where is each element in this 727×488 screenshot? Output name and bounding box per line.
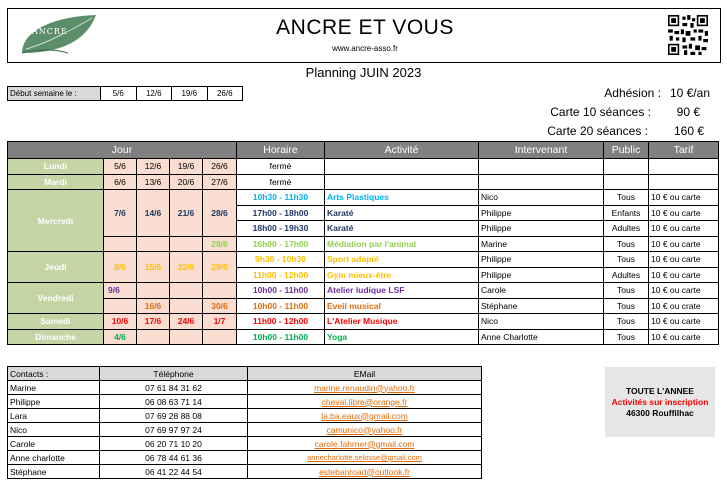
table-header-row [8, 142, 719, 159]
activite-cell: Médiation par l'animal [325, 236, 479, 252]
contact-row [8, 395, 482, 409]
date-cell: 1/7 [203, 314, 237, 330]
week-start-date: 12/6 [137, 87, 173, 100]
contact-email-link[interactable]: la.ba.eaux@gmail.com [248, 409, 482, 423]
info-line-address: 46300 Rouffilhac [626, 408, 694, 418]
contact-email-link[interactable]: annecharlotte.selosse@gmail.com [248, 451, 482, 465]
contact-row [8, 437, 482, 451]
tarif-label-carte-10: Carte 10 séances : [550, 105, 651, 119]
public-cell: Tous [604, 314, 649, 330]
horaire-cell: 11h00 - 12h00 [237, 267, 325, 283]
intervenant-cell: Anne Charlotte [479, 329, 604, 345]
tarif-cell: 10 € ou carte [649, 314, 719, 330]
intervenant-cell: Philippe [479, 252, 604, 268]
public-cell: Tous [604, 190, 649, 206]
public-cell: Tous [604, 298, 649, 314]
day-lundi: Lundi [8, 159, 104, 175]
public-cell: Tous [604, 252, 649, 268]
intervenant-cell: Philippe [479, 267, 604, 283]
logo-text: ANCRE [32, 27, 68, 36]
tarif-cell: 10 € ou carte [649, 283, 719, 299]
contact-email-link[interactable]: cheval.libre@orange.fr [248, 395, 482, 409]
tarif-cell [649, 159, 719, 175]
contact-row [8, 423, 482, 437]
horaire-cell: 9h30 - 10h30 [237, 252, 325, 268]
date-cell: 9/6 [104, 283, 137, 299]
date-cell-empty [203, 329, 237, 345]
tarif-cell: 10 € ou carte [649, 190, 719, 206]
planning-title: Planning JUIN 2023 [305, 65, 422, 80]
contact-tel: 07 61 84 31 62 [100, 381, 248, 395]
contact-row [8, 451, 482, 465]
activite-cell: Atelier ludique LSF [325, 283, 479, 299]
tarif-value-adhesion: 10 €/an [669, 86, 710, 100]
horaire-cell: 18h00 - 19h30 [237, 221, 325, 237]
date-cell: 14/6 [137, 190, 170, 237]
tarif-cell: 10 € ou carte [649, 236, 719, 252]
date-cell-empty [203, 283, 237, 299]
date-cell-empty [137, 236, 170, 252]
day-vendredi: Vendredi [8, 283, 104, 314]
activite-cell: L'Atelier Musique [325, 314, 479, 330]
activite-cell [325, 174, 479, 190]
date-cell: 15/6 [137, 252, 170, 283]
week-start-label: Début semaine le : [8, 87, 101, 100]
date-cell: 19/6 [170, 159, 203, 175]
table-row [8, 190, 719, 206]
contact-row [8, 381, 482, 395]
contact-name: Nico [8, 423, 100, 437]
contact-email-link[interactable]: estebanroad@outlook.fr [248, 465, 482, 479]
day-samedi: Samedi [8, 314, 104, 330]
date-cell: 16/6 [137, 298, 170, 314]
day-mardi: Mardi [8, 174, 104, 190]
tarif-cell: 10 € ou crate [649, 298, 719, 314]
activite-cell: Karaté [325, 205, 479, 221]
tarif-label-carte-20: Carte 20 séances : [547, 124, 648, 138]
table-row [8, 252, 719, 268]
intervenant-cell: Marine [479, 236, 604, 252]
date-cell: 13/6 [137, 174, 170, 190]
date-cell: 5/6 [104, 159, 137, 175]
date-cell-empty [170, 236, 203, 252]
table-row [8, 298, 719, 314]
tarif-cell: 10 € ou carte [649, 205, 719, 221]
tarif-cell [649, 174, 719, 190]
contact-name: Lara [8, 409, 100, 423]
public-cell: Tous [604, 283, 649, 299]
horaire-cell: 10h00 - 11h00 [237, 283, 325, 299]
tarif-cell: 10 € ou carte [649, 252, 719, 268]
date-cell-empty [137, 329, 170, 345]
date-cell: 6/6 [104, 174, 137, 190]
planning-table [7, 141, 719, 345]
intervenant-cell: Stéphane [479, 298, 604, 314]
contact-tel: 06 08 63 71 14 [100, 395, 248, 409]
date-cell: 28/6 [203, 236, 237, 252]
contact-email-link[interactable]: camunico@yahoo.fr [248, 423, 482, 437]
horaire-cell: 10h00 - 11h00 [237, 298, 325, 314]
contact-email-link[interactable]: carole.fahrner@gmail.com [248, 437, 482, 451]
date-cell: 26/6 [203, 159, 237, 175]
contact-tel: 06 78 44 61 36 [100, 451, 248, 465]
site-title: ANCRE ET VOUS [276, 16, 454, 39]
header-jour: Jour [8, 142, 237, 159]
contact-name: Anne charlotte [8, 451, 100, 465]
intervenant-cell: Carole [479, 283, 604, 299]
date-cell-empty [104, 298, 137, 314]
public-cell: Enfants [604, 205, 649, 221]
date-cell-empty [137, 283, 170, 299]
week-start-date: 19/6 [172, 87, 208, 100]
date-cell: 20/6 [170, 174, 203, 190]
site-url[interactable]: www.ancre-asso.fr [332, 44, 398, 53]
horaire-cell: fermé [237, 174, 325, 190]
contact-email-link[interactable]: marine.renaudin@yahoo.fr [248, 381, 482, 395]
horaire-cell: 17h00 - 18h00 [237, 205, 325, 221]
table-row [8, 159, 719, 175]
week-start-box [7, 86, 243, 101]
info-line-inscription: Activités sur inscription [611, 397, 709, 407]
date-cell: 17/6 [137, 314, 170, 330]
horaire-cell: 11h00 - 12h00 [237, 314, 325, 330]
header-intervenant: Intervenant [479, 142, 604, 159]
activite-cell: Karaté [325, 221, 479, 237]
contact-tel: 06 20 71 10 20 [100, 437, 248, 451]
date-cell: 12/6 [137, 159, 170, 175]
header-horaire: Horaire [237, 142, 325, 159]
day-mercredi: Mercredi [8, 190, 104, 252]
table-row [8, 174, 719, 190]
contacts-header-name: Contacts : [8, 367, 100, 381]
date-cell: 7/6 [104, 190, 137, 237]
table-row [8, 314, 719, 330]
header-activite: Activité [325, 142, 479, 159]
intervenant-cell: Nico [479, 314, 604, 330]
date-cell-empty [170, 298, 203, 314]
public-cell: Tous [604, 329, 649, 345]
header-public: Public [604, 142, 649, 159]
date-cell: 27/6 [203, 174, 237, 190]
activite-cell [325, 159, 479, 175]
activite-cell: Sport adapté [325, 252, 479, 268]
date-cell: 28/6 [203, 190, 237, 237]
intervenant-cell: Nico [479, 190, 604, 206]
public-cell: Adultes [604, 267, 649, 283]
date-cell-empty [104, 236, 137, 252]
qr-code-icon [668, 15, 708, 55]
horaire-cell: 16h00 - 17h00 [237, 236, 325, 252]
contacts-table [7, 366, 482, 479]
contacts-header-email: EMail [248, 367, 482, 381]
horaire-cell: 10h00 - 11h00 [237, 329, 325, 345]
contact-name: Stéphane [8, 465, 100, 479]
page-header [7, 8, 721, 63]
activite-cell: Arts Plastiques [325, 190, 479, 206]
tarif-value-carte-20: 160 € [673, 124, 704, 138]
date-cell-empty [170, 329, 203, 345]
date-cell: 22/6 [170, 252, 203, 283]
info-box [605, 367, 715, 437]
table-row [8, 236, 719, 252]
horaire-cell: fermé [237, 159, 325, 175]
date-cell: 24/6 [170, 314, 203, 330]
contact-name: Marine [8, 381, 100, 395]
horaire-cell: 10h30 - 11h30 [237, 190, 325, 206]
intervenant-cell: Philippe [479, 205, 604, 221]
contact-tel: 07 69 28 88 08 [100, 409, 248, 423]
tarif-value-carte-10: 90 € [676, 105, 700, 119]
tarif-cell: 10 € ou carte [649, 329, 719, 345]
date-cell: 29/6 [203, 252, 237, 283]
contacts-header-row [8, 367, 482, 381]
week-start-date: 5/6 [101, 87, 137, 100]
contacts-header-tel: Téléphone [100, 367, 248, 381]
day-jeudi: Jeudi [8, 252, 104, 283]
contact-row [8, 465, 482, 479]
intervenant-cell [479, 159, 604, 175]
public-cell [604, 174, 649, 190]
activite-cell: Gym mieux-être [325, 267, 479, 283]
date-cell: 8/6 [104, 252, 137, 283]
public-cell: Adultes [604, 221, 649, 237]
intervenant-cell: Philippe [479, 221, 604, 237]
activite-cell: Eveil musical [325, 298, 479, 314]
date-cell: 4/6 [104, 329, 137, 345]
tarif-label-adhesion: Adhésion : [604, 86, 661, 100]
table-row [8, 329, 719, 345]
tarif-cell: 10 € ou carte [649, 267, 719, 283]
activite-cell: Yoga [325, 329, 479, 345]
day-dimanche: Dimanche [8, 329, 104, 345]
contact-row [8, 409, 482, 423]
intervenant-cell [479, 174, 604, 190]
date-cell: 21/6 [170, 190, 203, 237]
date-cell: 30/6 [203, 298, 237, 314]
tarif-cell: 10 € ou carte [649, 221, 719, 237]
public-cell: Tous [604, 236, 649, 252]
week-start-date: 26/6 [216, 89, 233, 98]
public-cell [604, 159, 649, 175]
table-row [8, 283, 719, 299]
contact-tel: 07 69 97 97 24 [100, 423, 248, 437]
date-cell: 10/6 [104, 314, 137, 330]
contact-name: Carole [8, 437, 100, 451]
date-cell-empty [170, 283, 203, 299]
header-tarif: Tarif [649, 142, 719, 159]
contact-tel: 06 41 22 44 54 [100, 465, 248, 479]
contact-name: Philippe [8, 395, 100, 409]
info-line-year: TOUTE L'ANNEE [626, 386, 694, 396]
